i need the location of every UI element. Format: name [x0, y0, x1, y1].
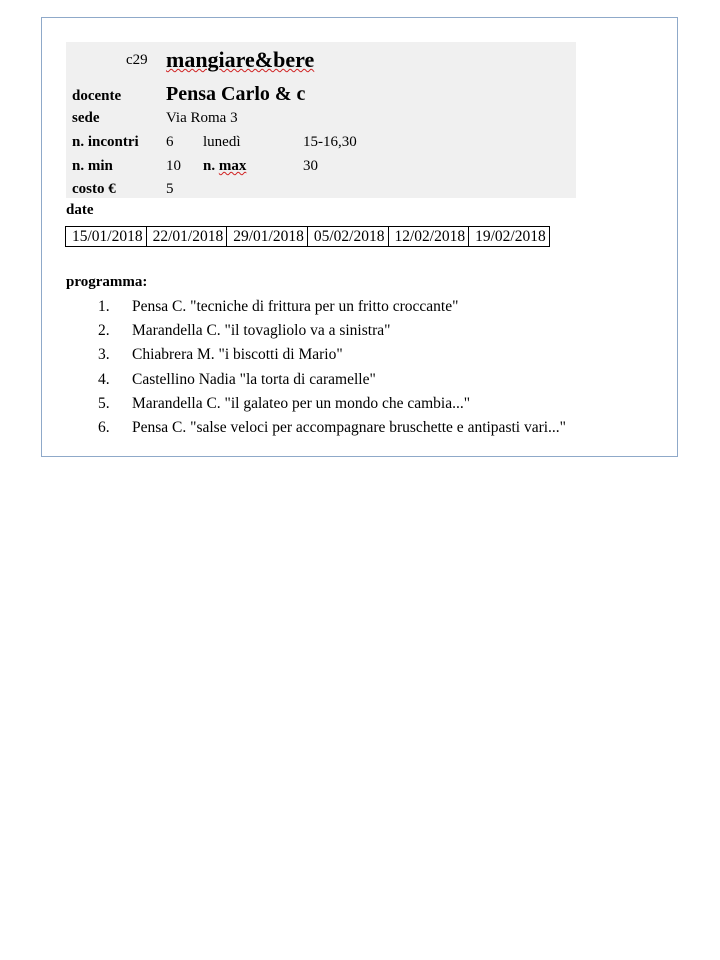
programme-item-number: 5. — [98, 394, 110, 412]
max-value: 30 — [303, 158, 318, 174]
time-value: 15-16,30 — [303, 134, 357, 150]
programme-item — [98, 295, 566, 319]
programme-item-text: Pensa C. "salse veloci per accompagnare bruschette e antipasti vari..." — [132, 418, 567, 436]
programme-item-number: 1. — [98, 298, 110, 315]
date-cell: 19/02/2018 — [469, 227, 550, 247]
date-cell: 22/01/2018 — [146, 227, 227, 247]
dates-heading: date — [66, 202, 94, 218]
date-cell: 15/01/2018 — [66, 227, 147, 247]
date-cell: 12/02/2018 — [388, 227, 469, 247]
programme-item-text: Pensa C. "tecniche di frittura per un fritto croccante" — [132, 298, 459, 315]
meetings-value: 6 — [166, 134, 174, 150]
programme-item-text: Castellino Nadia "la torta di caramelle" — [132, 370, 376, 388]
course-title: mangiare&bere — [166, 47, 315, 72]
programme-item-number: 4. — [98, 370, 110, 388]
meetings-label: n. incontri — [72, 134, 139, 150]
date-cell: 29/01/2018 — [227, 227, 308, 247]
programme-heading: programma: — [66, 274, 148, 290]
max-label-word: max — [218, 158, 247, 174]
programme-item-number: 6. — [98, 418, 110, 436]
venue-label: sede — [72, 110, 100, 126]
programme-item — [98, 392, 566, 416]
max-label-prefix: n. — [203, 158, 219, 174]
day-value: lunedì — [203, 134, 241, 150]
teacher-label: docente — [72, 88, 122, 104]
date-cell: 05/02/2018 — [307, 227, 388, 247]
programme-item-text: Marandella C. "il tovagliolo va a sinistra" — [132, 322, 391, 340]
programme-item-text: Chiabrera M. "i biscotti di Mario" — [132, 346, 343, 364]
programme-item-number: 3. — [98, 346, 110, 364]
teacher-name: Pensa Carlo & c — [166, 83, 306, 105]
programme-list — [98, 295, 566, 440]
max-label — [203, 158, 246, 175]
min-value: 10 — [166, 158, 181, 174]
dates-row — [66, 227, 550, 247]
programme-item-number: 2. — [98, 322, 110, 340]
venue-value: Via Roma 3 — [166, 110, 238, 126]
programme-item — [98, 343, 566, 367]
programme-item-text: Marandella C. "il galateo per un mondo che cambia..." — [132, 394, 471, 412]
programme-item — [98, 368, 566, 392]
programme-item — [98, 319, 566, 343]
course-code: c29 — [126, 52, 148, 68]
min-label: n. min — [72, 158, 113, 174]
dates-table — [65, 226, 550, 247]
programme-item — [98, 416, 566, 440]
cost-value: 5 — [166, 181, 174, 197]
cost-label: costo € — [72, 181, 116, 197]
